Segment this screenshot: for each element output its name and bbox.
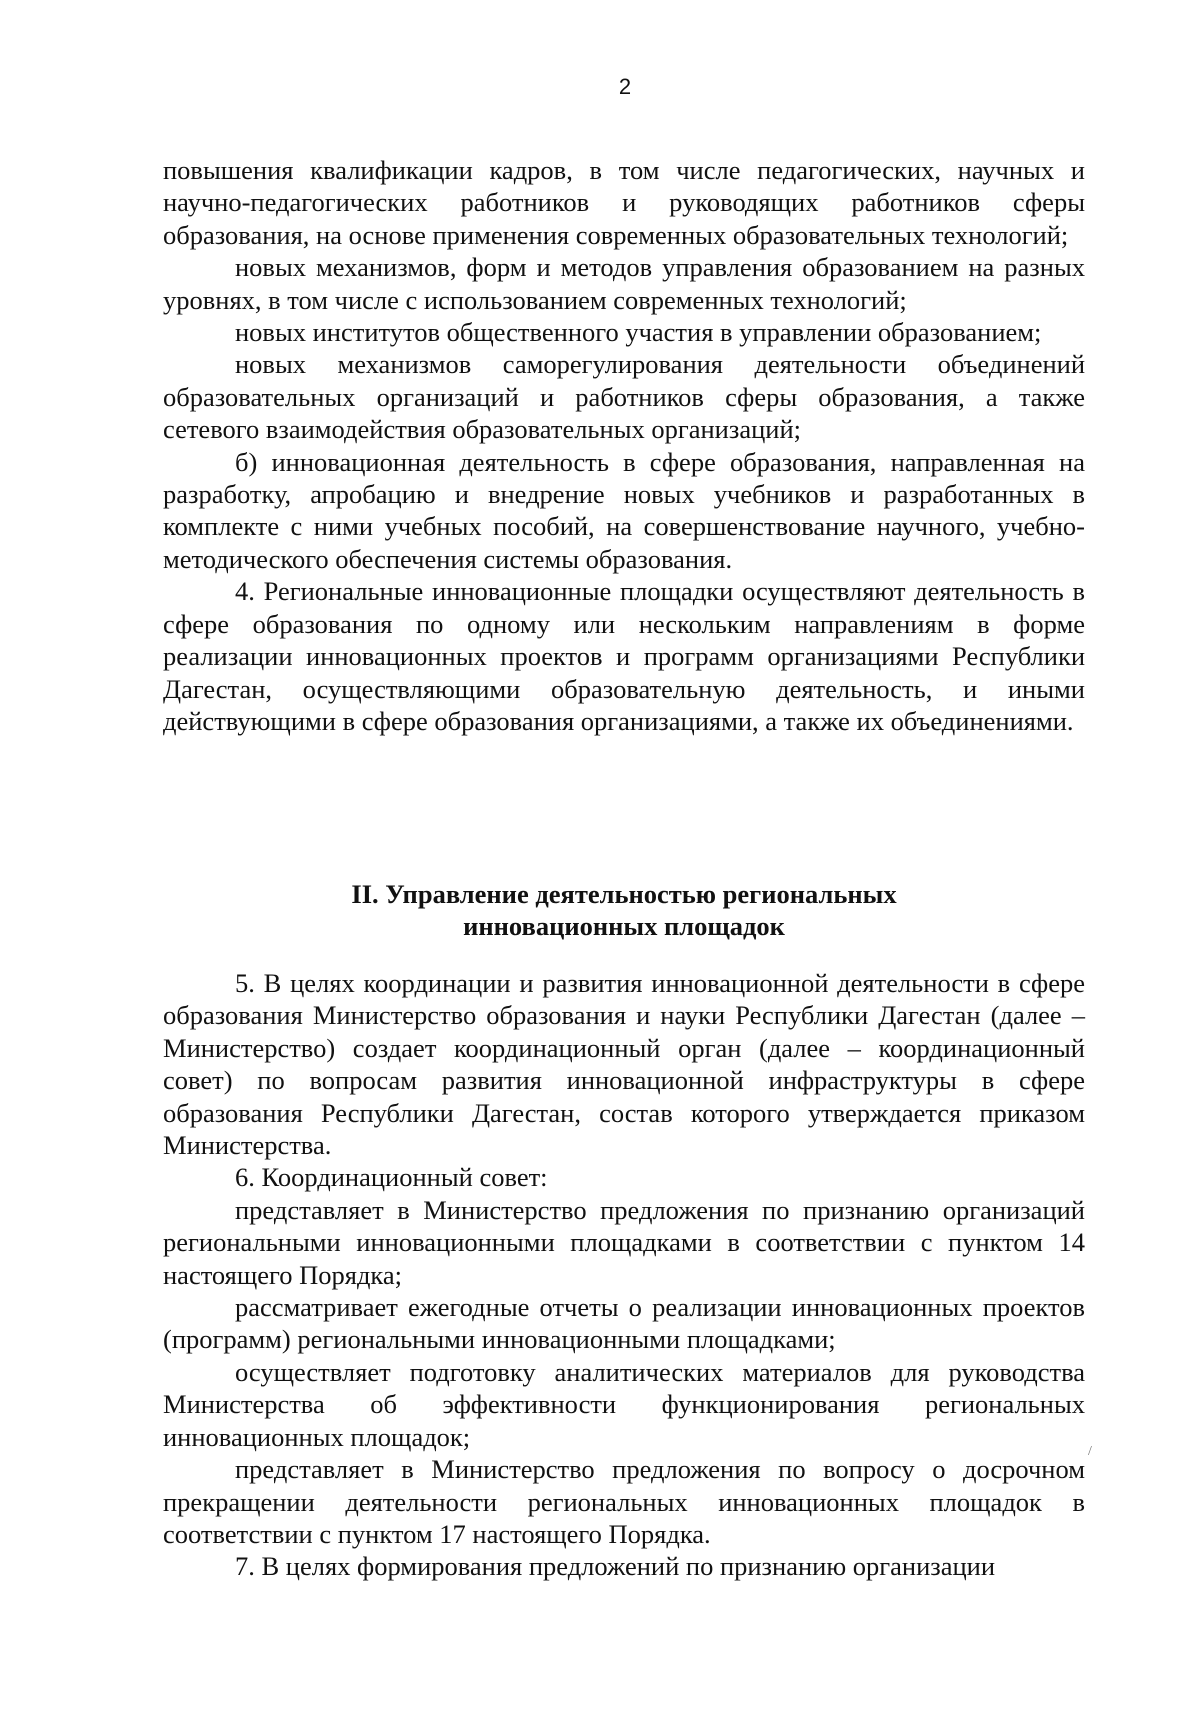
- paragraph: 6. Координационный совет:: [235, 1162, 548, 1193]
- paragraph: 4. Региональные инновационные площадки осуществляют деятельность в сфере образования по одному или нескольким направлениям в форме реализации инновационных проектов и программ организациями Республики Дагестан, осуществляющими образовательную деятельность, и иными действующими в сфере образования организациями, а также их объединениями.: [163, 576, 1085, 736]
- paragraph: повышения квалификации кадров, в том числе педагогических, научных и научно-педагогических работников и руководящих работников сферы образования, на основе применения современных образовательных технологий;: [163, 155, 1085, 250]
- paragraph: рассматривает ежегодные отчеты о реализации инновационных проектов (программ) региональными инновационными площадками;: [163, 1292, 1085, 1355]
- page-number: 2: [618, 74, 632, 99]
- scan-mark: /: [1088, 1444, 1092, 1459]
- paragraph: 5. В целях координации и развития инновационной деятельности в сфере образования Министерство образования и науки Республики Дагестан (далее – Министерство) создает координационный орган (далее – координационный совет) по вопросам развития инновационной инфраструктуры в сфере образования Республики Дагестан, состав которого утверждается приказом Министерства.: [163, 968, 1085, 1161]
- section-heading-line: II. Управление деятельностью региональных: [351, 879, 897, 909]
- section-one-text: [163, 154, 1085, 737]
- section-heading: [163, 878, 1085, 942]
- paragraph: представляет в Министерство предложения по признанию организаций региональными инновационными площадками в соответствии с пунктом 14 настоящего Порядка;: [163, 1194, 1085, 1290]
- paragraph: новых механизмов саморегулирования деятельности объединений образовательных организаций и работников сферы образования, а также сетевого взаимодействия образовательных организаций;: [163, 349, 1085, 445]
- paragraph: представляет в Министерство предложения по вопросу о досрочном прекращении деятельности региональных инновационных площадок в соответствии с пунктом 17 настоящего Порядка.: [163, 1454, 1085, 1549]
- paragraph: 7. В целях формирования предложений по признанию организации: [235, 1551, 996, 1582]
- paragraph: осуществляет подготовку аналитических материалов для руководства Министерства об эффективности функционирования региональных инновационных площадок;: [163, 1356, 1085, 1452]
- section-heading-line: инновационных площадок: [463, 911, 785, 941]
- paragraph: б) инновационная деятельность в сфере образования, направленная на разработку, апробацию и внедрение новых учебников и разработанных в комплекте с ними учебных пособий, на совершенствование научного, учебно-методического обеспечения системы образования.: [163, 446, 1085, 574]
- paragraph: новых институтов общественного участия в управлении образованием;: [235, 317, 1042, 348]
- paragraph: новых механизмов, форм и методов управления образованием на разных уровнях, в том числе с использованием современных технологий;: [163, 252, 1085, 315]
- section-two-text: [163, 967, 1085, 1583]
